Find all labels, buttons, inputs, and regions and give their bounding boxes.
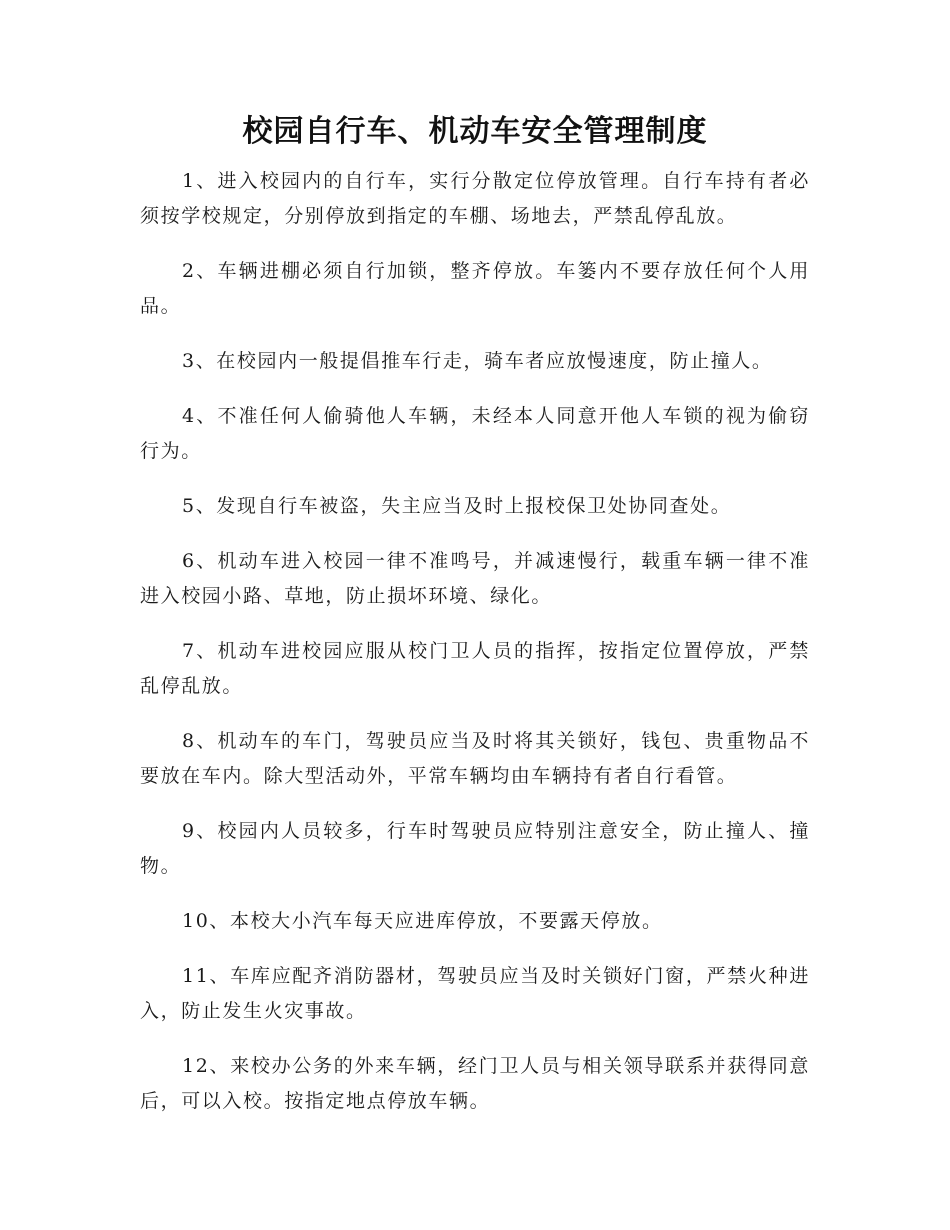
document-page: [140, 110, 810, 1139]
rule-item: 8、机动车的车门，驾驶员应当及时将其关锁好，钱包、贵重物品不要放在车内。除大型活动外，平常车辆均由车辆持有者自行看管。: [140, 730, 810, 787]
rules-list: [140, 164, 810, 1119]
rule-item: 3、在校园内一般提倡推车行走，骑车者应放慢速度，防止撞人。: [182, 350, 773, 372]
document-title: 校园自行车、机动车安全管理制度: [242, 114, 708, 149]
rule-item: 4、不准任何人偷骑他人车辆，未经本人同意开他人车锁的视为偷窃行为。: [140, 405, 810, 462]
rule-item: 12、来校办公务的外来车辆，经门卫人员与相关领导联系并获得同意后，可以入校。按指定地点停放车辆。: [140, 1055, 810, 1112]
rule-item: 10、本校大小汽车每天应进库停放，不要露天停放。: [182, 910, 663, 932]
rule-item: 11、车库应配齐消防器材，驾驶员应当及时关锁好门窗，严禁火种进入，防止发生火灾事故。: [140, 965, 810, 1022]
rule-item: 2、车辆进棚必须自行加锁，整齐停放。车篓内不要存放任何个人用品。: [140, 260, 810, 317]
rule-item: 9、校园内人员较多，行车时驾驶员应特别注意安全，防止撞人、撞物。: [140, 820, 810, 877]
rule-item: 5、发现自行车被盗，失主应当及时上报校保卫处协同查处。: [182, 495, 732, 517]
rule-item: 7、机动车进校园应服从校门卫人员的指挥，按指定位置停放，严禁乱停乱放。: [140, 640, 810, 697]
rule-item: 1、进入校园内的自行车，实行分散定位停放管理。自行车持有者必须按学校规定，分别停放到指定的车棚、场地去，严禁乱停乱放。: [140, 170, 810, 227]
rule-item: 6、机动车进入校园一律不准鸣号，并减速慢行，载重车辆一律不准进入校园小路、草地，防止损坏环境、绿化。: [140, 550, 810, 607]
